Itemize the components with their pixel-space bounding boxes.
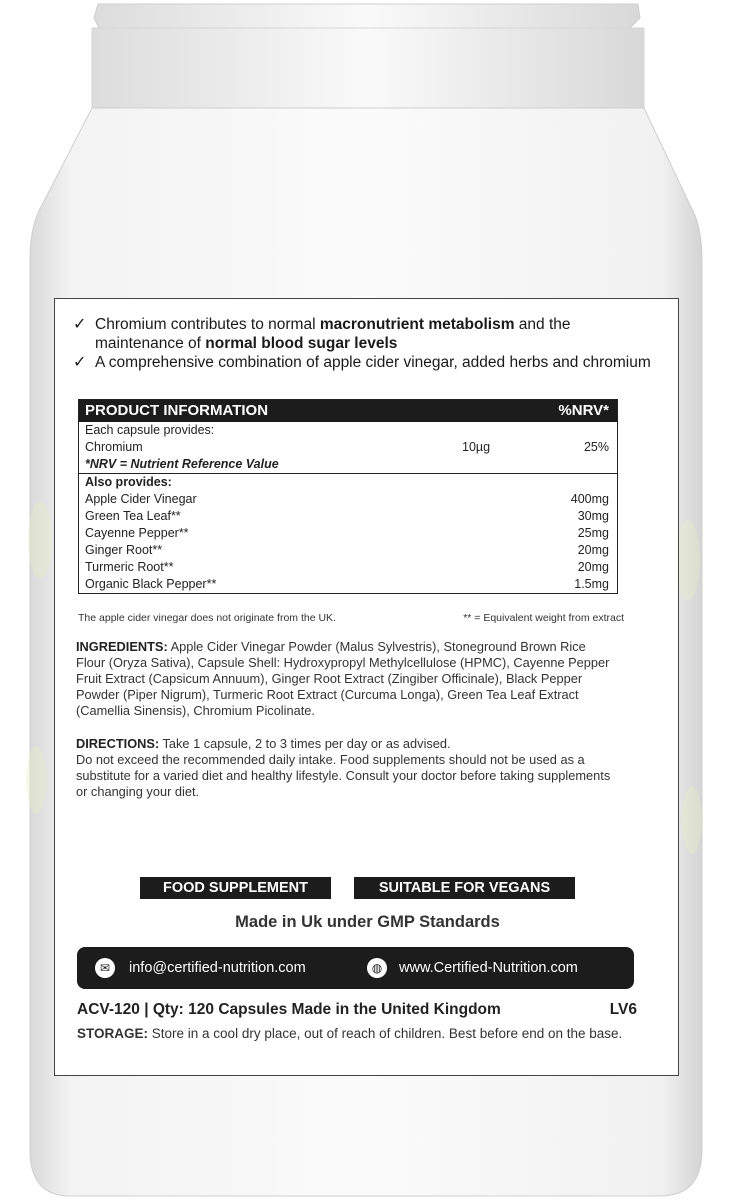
product-information-table [78,399,618,594]
benefit-item: ✓ A comprehensive combination of apple cider vinegar, added herbs and chromium [73,354,651,371]
gmp-statement: Made in Uk under GMP Standards [235,913,500,931]
globe-icon: ◍ [367,958,387,978]
table-header: PRODUCT INFORMATION %NRV* [79,400,617,422]
product-label [54,298,679,1076]
table-row: Each capsule provides: [85,423,215,437]
benefit-item: ✓ Chromium contributes to normal macronutrient metabolism and the maintenance of normal blood sugar levels [73,316,571,352]
benefit-list [73,315,663,372]
ingredients: INGREDIENTS: Apple Cider Vinegar Powder (Malus Sylvestris), Stoneground Brown Rice Flour (Oryza Sativa), Capsule Shell: Hydroxypropyl Methylcellulose (HPMC), Cayenne Pepper Fruit Extract (Capsicum Annuum), Ginger Root Extract (Zingiber Officinale), Black Pepper Powder (Piper Nigrum), Turmeric Root Extract (Curcuma Longa), Green Tea Leaf Extract (Camellia Sinensis), Chromium Picolinate. [76,639,610,718]
also-provides: Also provides: [85,475,172,489]
food-supplement-badge: FOOD SUPPLEMENT [140,877,331,899]
product-code-line: ACV-120 | Qty: 120 Capsules Made in the United Kingdom LV6 [77,1001,637,1018]
envelope-icon: ✉ [95,958,115,978]
check-icon: ✓ [73,354,87,371]
table-row: Turmeric Root** 20mg [85,560,609,574]
table-row: Organic Black Pepper** 1.5mg [85,577,609,591]
email-contact[interactable]: ✉ info@certified-nutrition.com [95,958,365,978]
nrv-note: *NRV = Nutrient Reference Value [85,457,279,471]
vegan-badge: SUITABLE FOR VEGANS [354,877,575,899]
storage-instructions: STORAGE: Store in a cool dry place, out of reach of children. Best before end on the base. [77,1026,623,1041]
table-row: Cayenne Pepper** 25mg [85,526,609,540]
table-footnote: The apple cider vinegar does not originate from the UK. ** = Equivalent weight from extract [78,612,624,624]
check-icon: ✓ [73,316,87,333]
directions: DIRECTIONS: Take 1 capsule, 2 to 3 times per day or as advised. Do not exceed the recommended daily intake. Food supplements should not be used as a substitute for a varied diet and healthy lifestyle. Consult your doctor before taking supplements or changing your diet. [76,736,611,799]
table-row: Green Tea Leaf** 30mg [85,509,609,523]
website-contact[interactable]: ◍ www.Certified-Nutrition.com [367,958,627,978]
table-row-chromium: Chromium 10µg 25% [85,440,609,454]
bottle-cap [94,4,640,30]
table-row: Ginger Root** 20mg [85,543,609,557]
table-row: Apple Cider Vinegar 400mg [85,492,609,506]
contact-bar [77,947,634,989]
